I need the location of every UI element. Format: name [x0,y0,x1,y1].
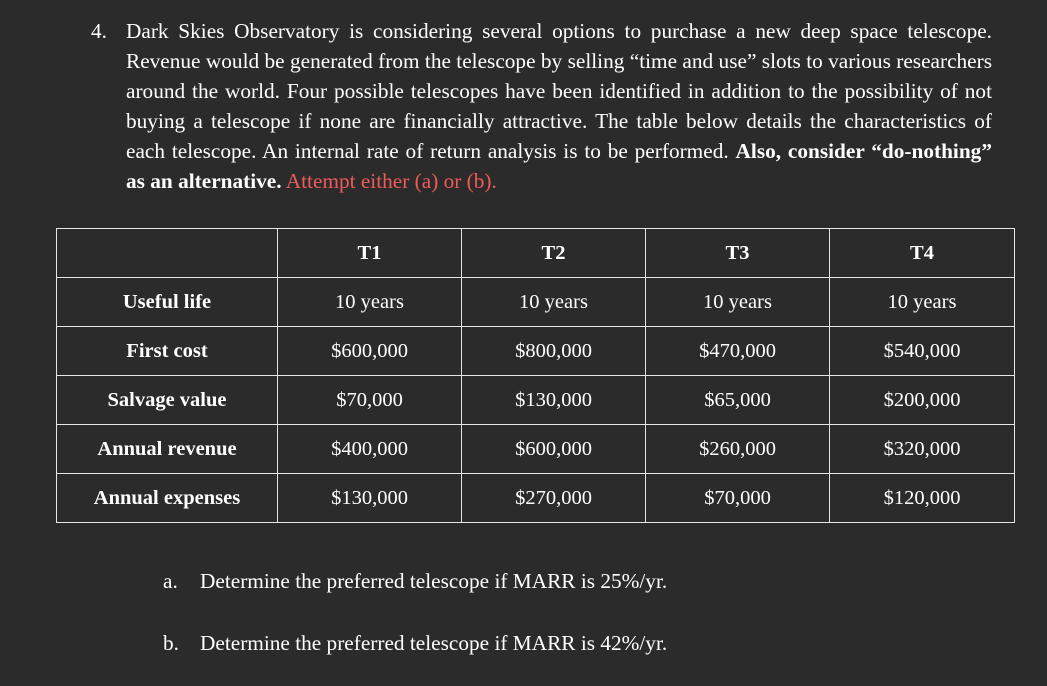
table-header-cell: T2 [462,229,646,278]
table-cell: $800,000 [462,327,646,376]
table-cell: $470,000 [646,327,830,376]
table-cell: $260,000 [646,425,830,474]
table-cell: $540,000 [830,327,1015,376]
problem-attempt-note: Attempt either (a) or (b). [285,169,497,193]
table-cell: $320,000 [830,425,1015,474]
table-cell: $70,000 [646,474,830,523]
problem-number: 4. [91,19,107,43]
table-cell: $130,000 [462,376,646,425]
table-cell: $200,000 [830,376,1015,425]
table-header-row [57,229,1015,278]
table-cell: 10 years [462,278,646,327]
table-header-cell: T4 [830,229,1015,278]
table-cell: $120,000 [830,474,1015,523]
telescope-table [56,228,1015,523]
table-cell: $400,000 [278,425,462,474]
table-cell: $600,000 [462,425,646,474]
table-row [57,425,1015,474]
part-letter: a. [163,569,178,593]
part-letter: b. [163,631,179,655]
table-cell: 10 years [830,278,1015,327]
row-label: Useful life [57,278,278,327]
part-text: Determine the preferred telescope if MARR is 25%/yr. [200,569,668,593]
problem-statement [91,16,992,196]
problem-do-nothing-note: Also, consider “do-nothing” as an alternative. [126,139,992,193]
table-cell: $70,000 [278,376,462,425]
row-label: Salvage value [57,376,278,425]
question-parts [163,566,667,658]
table-cell: 10 years [646,278,830,327]
part-text: Determine the preferred telescope if MARR is 42%/yr. [200,631,668,655]
row-label: Annual revenue [57,425,278,474]
problem-intro-text: Dark Skies Observatory is considering several options to purchase a new deep space telescope. Revenue would be generated from the telescope by selling “time and use” slots to various researchers around the world. Four possible telescopes have been identified in addition to the possibility of not buying a telescope if none are financially attractive. The table below details the characteristics of each telescope. An internal rate of return analysis is to be performed. [126,19,992,163]
row-label: Annual expenses [57,474,278,523]
table-header-cell: T3 [646,229,830,278]
table-cell: 10 years [278,278,462,327]
row-label: First cost [57,327,278,376]
table-header-cell: T1 [278,229,462,278]
table-row [57,278,1015,327]
question-part-a [163,566,667,596]
table-cell: $130,000 [278,474,462,523]
table-header-cell [57,229,278,278]
table-cell: $65,000 [646,376,830,425]
question-part-b [163,628,667,658]
table-cell: $270,000 [462,474,646,523]
table-row [57,327,1015,376]
table-row [57,474,1015,523]
table-row [57,376,1015,425]
table-cell: $600,000 [278,327,462,376]
